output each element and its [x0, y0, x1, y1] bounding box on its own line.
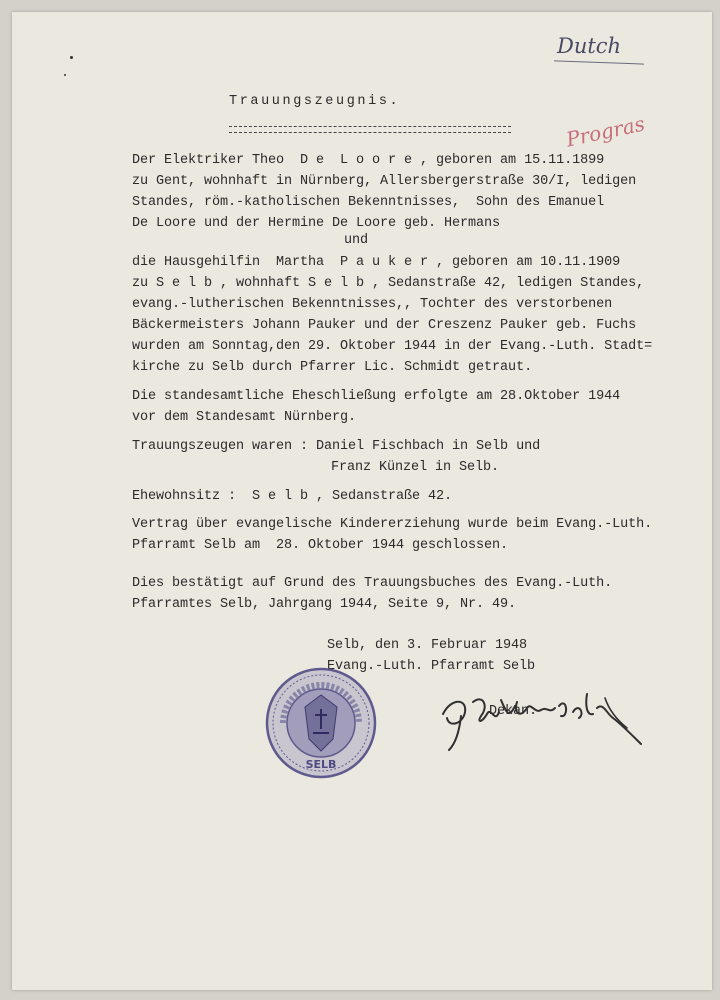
red-annotation: Progras: [564, 111, 647, 152]
body-line: Dies bestätigt auf Grund des Trauungsbuches des Evang.-Luth.: [132, 576, 613, 591]
body-line: zu S e l b , wohnhaft S e l b , Sedanstraße 42, ledigen Standes,: [132, 276, 645, 291]
place-date: Selb, den 3. Februar 1948: [327, 638, 528, 653]
body-line: De Loore und der Hermine De Loore geb. Hermans: [132, 216, 501, 231]
pencil-annotation: Dutch: [557, 34, 622, 58]
body-line: evang.-lutherischen Bekenntnisses,, Tochter des verstorbenen: [132, 297, 613, 312]
seal-text: SELB: [305, 758, 337, 771]
paper-speck: [70, 56, 73, 59]
body-line: kirche zu Selb durch Pfarrer Lic. Schmidt getraut.: [132, 360, 533, 375]
issuing-office: Evang.-Luth. Pfarramt Selb: [327, 659, 536, 674]
church-seal-stamp: [265, 667, 377, 779]
witnesses-line: Trauungszeugen waren : Daniel Fischbach in Selb und: [132, 439, 541, 454]
title-double-underline: [229, 126, 511, 133]
body-line: die Hausgehilfin Martha P a u k e r , geboren am 10.11.1909: [132, 255, 621, 270]
body-line: zu Gent, wohnhaft in Nürnberg, Allersbergerstraße 30/I, ledigen: [132, 174, 637, 189]
document-page: [12, 12, 712, 990]
handwritten-signature: [437, 684, 667, 764]
body-line: Pfarramtes Selb, Jahrgang 1944, Seite 9, Nr. 49.: [132, 597, 517, 612]
document-title: Trauungszeugnis.: [229, 94, 401, 109]
body-line: Die standesamtliche Eheschließung erfolgte am 28.Oktober 1944: [132, 389, 621, 404]
body-line: Vertrag über evangelische Kindererziehung wurde beim Evang.-Luth.: [132, 517, 653, 532]
body-line: Pfarramt Selb am 28. Oktober 1944 geschlossen.: [132, 538, 509, 553]
signer-title: Dekan.: [489, 704, 538, 719]
body-line-und: und: [344, 233, 369, 248]
body-line: Der Elektriker Theo D e L o o r e , geboren am 15.11.1899: [132, 153, 605, 168]
body-line: Standes, röm.-katholischen Bekenntnisses, Sohn des Emanuel: [132, 195, 605, 210]
body-line: wurden am Sonntag,den 29. Oktober 1944 in der Evang.-Luth. Stadt=: [132, 339, 653, 354]
pencil-underline: [554, 60, 644, 64]
residence-line: Ehewohnsitz : S e l b , Sedanstraße 42.: [132, 489, 453, 504]
body-line: vor dem Standesamt Nürnberg.: [132, 410, 357, 425]
paper-speck: [64, 74, 66, 76]
witnesses-line-2: Franz Künzel in Selb.: [331, 460, 500, 475]
body-line: Bäckermeisters Johann Pauker und der Creszenz Pauker geb. Fuchs: [132, 318, 637, 333]
